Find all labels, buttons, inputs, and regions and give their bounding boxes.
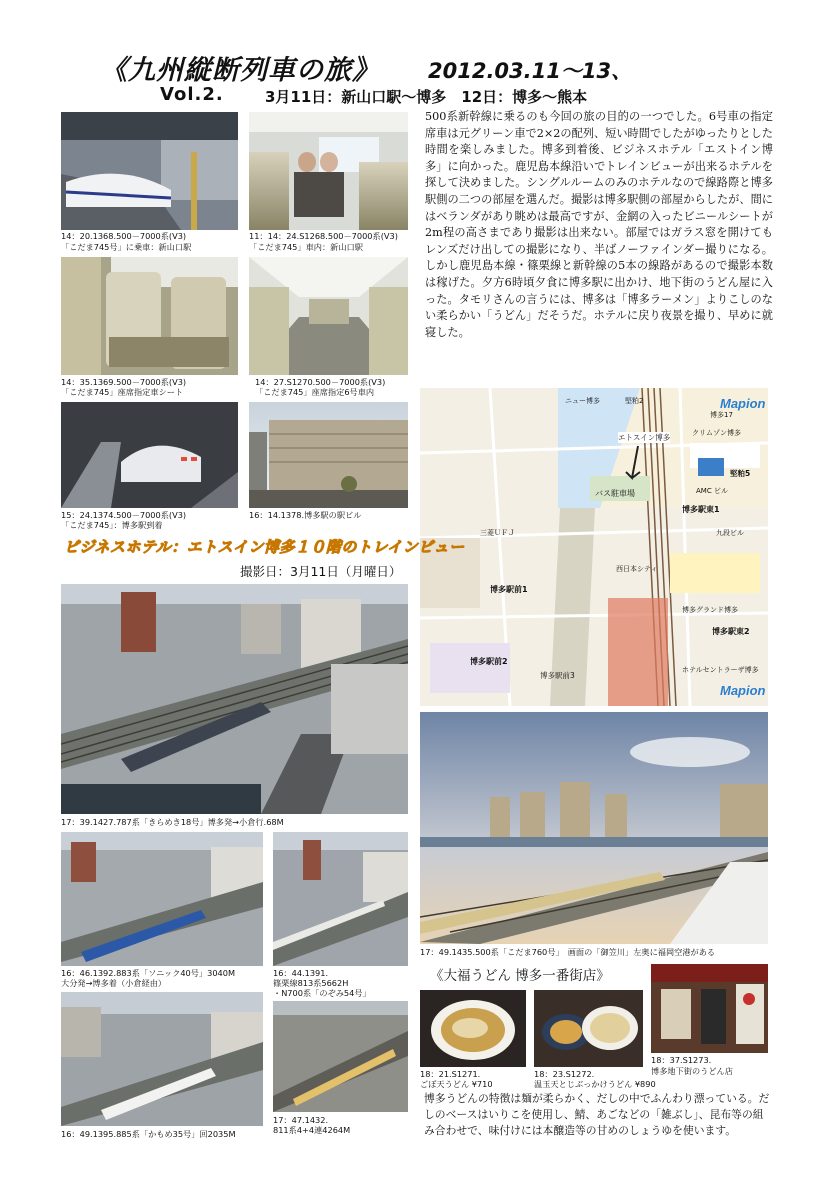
photo-caption: 16：14.1378.博多駅の駅ビル xyxy=(249,510,362,520)
map-label: 博多駅東1 xyxy=(682,505,720,514)
map-brand: Mapion xyxy=(720,683,766,698)
map-label: 九段ビル xyxy=(716,529,744,537)
photo-caption: 16：44.1391. xyxy=(273,968,329,978)
photo-hakata-arrival xyxy=(61,402,238,508)
photo-station-building xyxy=(249,402,408,508)
hotel-section-title: ビジネスホテル：エトスイン博多１０階のトレインビュー xyxy=(64,538,465,556)
photo-caption: 16：49.1395.885系「かもめ35号」回2035M xyxy=(61,1129,236,1139)
map-label: クリムゾン博多 xyxy=(692,429,741,437)
map-label: ニュー博多 xyxy=(565,397,600,405)
photo-kirameki xyxy=(61,584,408,814)
photo-caption: 18：37.S1273. xyxy=(651,1055,712,1065)
photo-811 xyxy=(273,1001,408,1112)
photo-caption: 「こだま745号」に乗車：新山口駅 xyxy=(61,242,192,252)
photo-caption: 「こだま745」：博多駅到着 xyxy=(61,520,163,530)
photo-udon-shop xyxy=(651,964,768,1053)
photo-caption: 17：49.1435.500系「こだま760号」 画面の「御笠川」左奥に福岡空港がある xyxy=(420,947,716,957)
map-label: 博多駅前3 xyxy=(540,671,575,680)
map-label: 博多駅前2 xyxy=(470,657,508,666)
photo-caption: ・N700系「のぞみ54号」 xyxy=(273,988,371,998)
photo-caption: 11：14：24.S1268.500－7000系(V3) xyxy=(249,231,398,241)
photo-caption: 17：39.1427.787系「きらめき18号」博多発→小倉行.68M xyxy=(61,817,284,827)
photo-caption: 811系4+4連4264M xyxy=(273,1125,351,1135)
photo-caption: 「こだま745」座席指定6号車内 xyxy=(255,387,375,397)
page-title: 《九州縦断列車の旅》 xyxy=(100,55,380,86)
photo-caption: 大分発→博多着（小倉経由） xyxy=(61,978,167,988)
udon-description: 博多うどんの特徴は麺が柔らかく、だしの中でふんわり漂っている。だしのベースはいりこを使用し、鯖、あごなどの「雑ぶし」、昆布等の組み合わせで、味付けには本醸造等の甘めのしょうゆを使います。 xyxy=(424,1092,770,1137)
photo-kodama-760 xyxy=(420,712,768,944)
photo-caption: 14：27.S1270.500－7000系(V3) xyxy=(255,377,386,387)
photo-caption: 15：24.1374.500－7000系(V3) xyxy=(61,510,187,520)
photo-sonic xyxy=(61,832,263,966)
photo-caption: 14：20.1368.500－7000系(V3) xyxy=(61,231,187,241)
map-label: AMC ビル xyxy=(696,487,728,495)
udon-section-title: 《大福うどん 博多一番街店》 xyxy=(430,968,610,984)
photo-caption: 「こだま745」座席指定車シート xyxy=(61,387,184,397)
map-label: 西日本シティ xyxy=(616,565,658,573)
photo-caption: 18：23.S1272. xyxy=(534,1069,595,1079)
photo-caption: 「こだま745」車内：新山口駅 xyxy=(249,242,363,252)
photo-caption: 18：21.S1271. xyxy=(420,1069,481,1079)
map-label: バス駐車場 xyxy=(595,489,635,498)
map-label: 堅粕5 xyxy=(730,469,751,478)
photo-caption: 17：47.1432. xyxy=(273,1115,329,1125)
map-brand: Mapion xyxy=(720,396,766,411)
photo-tamaten-udon xyxy=(534,990,643,1067)
photo-gobo-udon xyxy=(420,990,526,1067)
page-subtitle: 3月11日：新山口駅～博多 12日：博多～熊本 xyxy=(265,88,588,106)
map-label: 博多グランド博多 xyxy=(682,606,738,614)
photo-caption: 16：46.1392.883系「ソニック40号」3040M xyxy=(61,968,236,978)
volume-label: Vol.2. xyxy=(160,84,224,105)
photo-seat xyxy=(61,257,238,375)
photo-interior-passengers xyxy=(249,112,408,230)
map-label: エトスイン博多 xyxy=(618,433,671,442)
hotel-section-date: 撮影日：3月11日（月曜日） xyxy=(240,564,402,579)
photo-caption: ごぼ天うどん ¥710 xyxy=(420,1079,493,1089)
map-label: 三菱ＵＦＪ xyxy=(480,529,515,537)
trip-date: 2012.03.11～13、 xyxy=(428,59,633,83)
photo-caption: 14：35.1369.500－7000系(V3) xyxy=(61,377,187,387)
photo-sasaguri-n700 xyxy=(273,832,408,966)
photo-caption: 温玉天とじぶっかけうどん ¥890 xyxy=(534,1079,656,1089)
map-label: 博多駅東2 xyxy=(712,627,750,636)
photo-caption: 博多地下街のうどん店 xyxy=(651,1066,733,1076)
photo-500-shinyamaguchi xyxy=(61,112,238,230)
photo-car-interior xyxy=(249,257,408,375)
map-label: 堅粕2 xyxy=(625,397,644,405)
photo-kamome xyxy=(61,992,263,1126)
map-label: 博多駅前1 xyxy=(490,585,528,594)
map xyxy=(420,388,768,706)
article-body: 500系新幹線に乗るのも今回の旅の目的の一つでした。6号車の指定席車は元グリーン車で2×2の配列、短い時間でしたがゆったりとした時間を楽しみました。博多到着後、ビジネスホテル「エストイン博多」に向かった。鹿児島本線沿いでトレインビューが出来るホテルを探して決めました。シングルルームのみのホテルなので線路際と博多駅側の二つの部屋を選んだ。撮影は博多駅側の部屋からしたが、間にはベランダがあり眺めは最高ですが、金網の入ったビニールシートが2m程の高さまであり撮影は出来ない。部屋ではガラス窓を開けてもレンズだけ出しての撮影になり、半ばノーファインダー撮りになる。しかし鹿児島本線・篠栗線と新幹線の5本の線路があるので撮影本数は稼げた。夕方6時頃夕食に博多駅に出かけ、地下街のうどん屋に入った。タモリさんの言うには、博多は「博多ラーメン」よりこしのない柔らかい「うどん」だそうだ。ホテルに戻り夜景を撮り、早めに就寝した。 xyxy=(425,110,773,339)
map-label: 博多17 xyxy=(710,411,733,419)
photo-caption: 篠栗線813系5662H xyxy=(273,978,349,988)
map-label: ホテルセントラーザ博多 xyxy=(682,666,759,674)
